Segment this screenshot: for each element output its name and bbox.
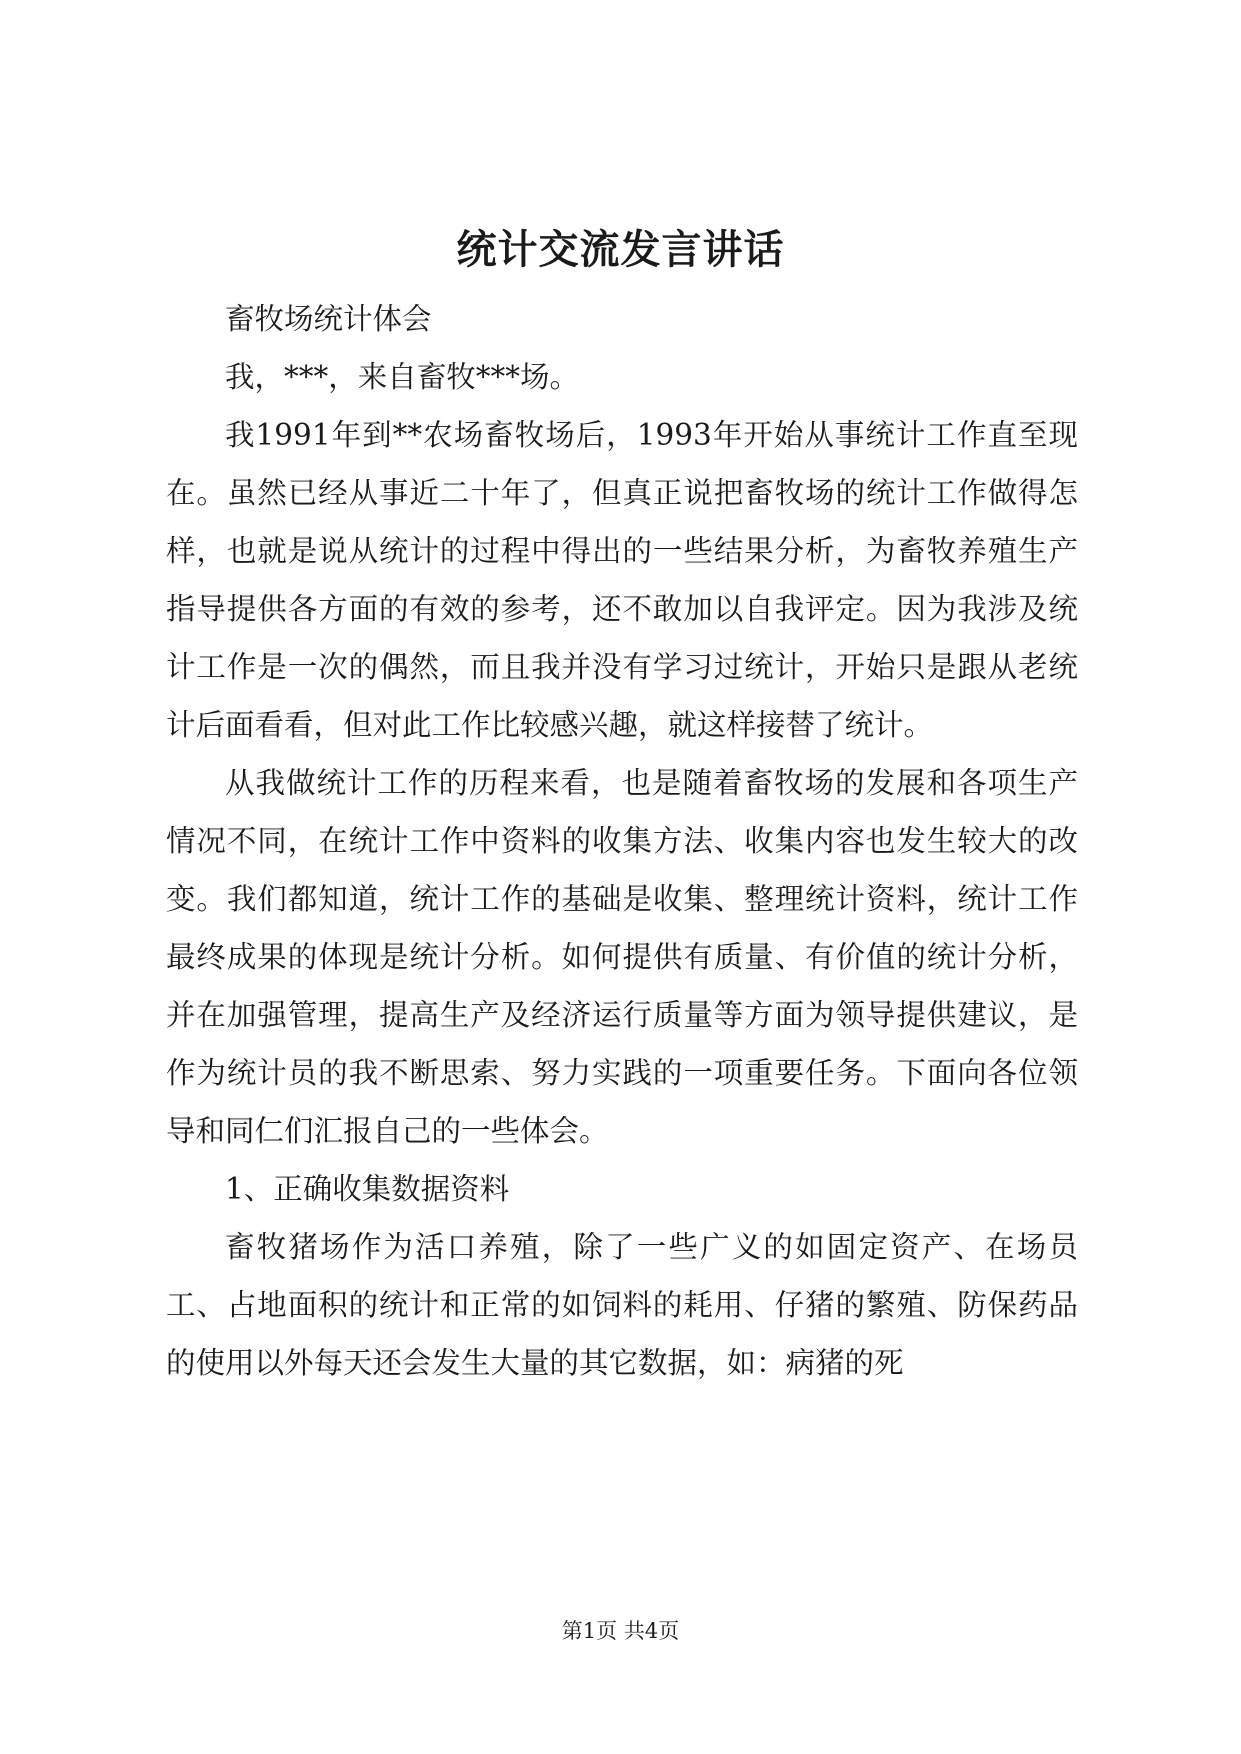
page-number-footer: 第1页 共4页 <box>561 1619 680 1643</box>
paragraph-subtitle: 畜牧场统计体会 <box>225 302 432 336</box>
paragraph-introduction: 我，***，来自畜牧***场。 <box>225 360 580 394</box>
document-body <box>166 290 1078 1392</box>
paragraph-background: 我1991年到**农场畜牧场后，1993年开始从事统计工作直至现在。虽然已经从事近二十年了，但真正说把畜牧场的统计工作做得怎样，也就是说从统计的过程中得出的一些结果分析，为畜牧养殖生产指导提供各方面的有效的参考，还不敢加以自我评定。因为我涉及统计工作是一次的偶然，而且我并没有学习过统计，开始只是跟从老统计后面看看，但对此工作比较感兴趣，就这样接替了统计。 <box>166 418 1078 742</box>
paragraph-data-collection: 畜牧猪场作为活口养殖，除了一些广义的如固定资产、在场员工、占地面积的统计和正常的如饲料的耗用、仔猪的繁殖、防保药品的使用以外每天还会发生大量的其它数据，如：病猪的死 <box>166 1230 1078 1380</box>
document-title: 统计交流发言讲话 <box>456 226 785 273</box>
paragraph-statistics-history: 从我做统计工作的历程来看，也是随着畜牧场的发展和各项生产情况不同，在统计工作中资料的收集方法、收集内容也发生较大的改变。我们都知道，统计工作的基础是收集、整理统计资料，统计工作最终成果的体现是统计分析。如何提供有质量、有价值的统计分析，并在加强管理，提高生产及经济运行质量等方面为领导提供建议，是作为统计员的我不断思索、努力实践的一项重要任务。下面向各位领导和同仁们汇报自己的一些体会。 <box>166 766 1078 1148</box>
section-heading-1: 1、正确收集数据资料 <box>225 1172 510 1206</box>
